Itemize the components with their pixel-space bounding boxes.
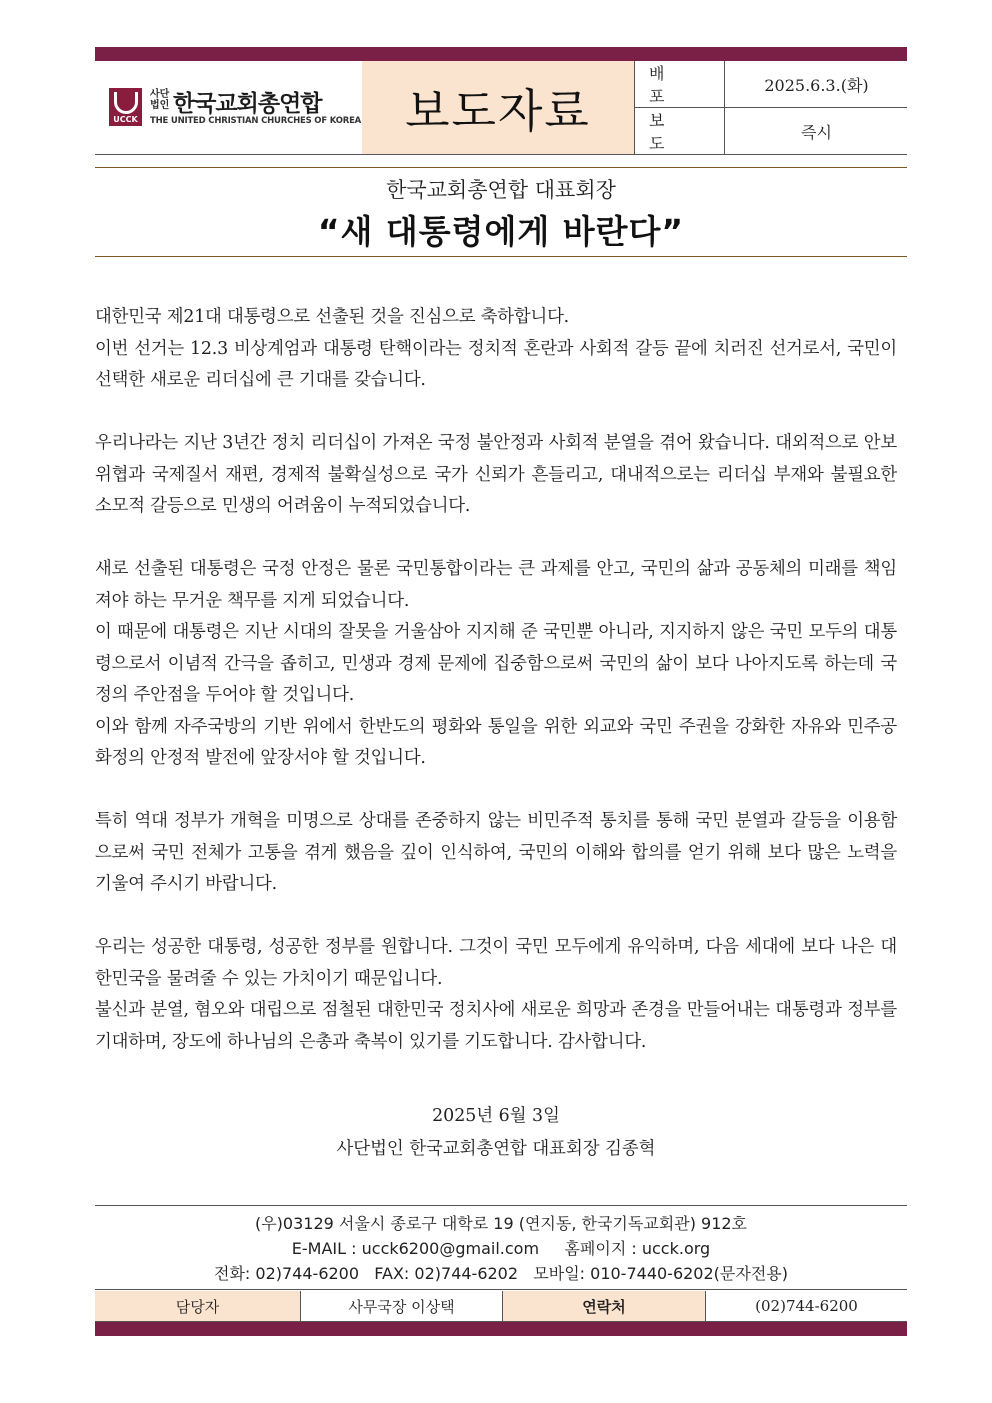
logo-small-label-line1: 사단: [150, 89, 170, 100]
top-accent-bar: [95, 47, 907, 61]
press-release-body: [95, 302, 897, 1090]
logo-small-label: [150, 89, 172, 111]
paragraph-3-line-3: 이와 함께 자주국방의 기반 위에서 한반도의 평화와 통일을 위한 외교와 국민 주권을 강화한 자유와 민주공화정의 안정적 발전에 앞장서야 할 것입니다.: [95, 716, 897, 768]
logo-mark-text: UCCK: [113, 115, 138, 124]
headline-title: “새 대통령에게 바란다”: [317, 212, 685, 251]
logo-small-label-line2: 법인: [150, 100, 170, 111]
paragraph-1: [95, 302, 897, 397]
contact-phones: 전화: 02)744-6200 FAX: 02)744-6202 모바일: 010-7440-6202(문자전용): [214, 1264, 788, 1283]
contact-person-table: [95, 1291, 907, 1322]
paragraph-1-line-1: 대한민국 제21대 대통령으로 선출된 것을 진심으로 축하합니다.: [95, 307, 570, 327]
paragraph-4: 특히 역대 정부가 개혁을 미명으로 상대를 존중하지 않는 비민주적 통치를 통해 국민 분열과 갈등을 이용함으로써 국민 전체가 고통을 겪게 했음을 깊이 인식하여, 국민의 이해와 합의를 얻기 위해 보다 많은 노력을 기울여 주시기 바랍니다.: [95, 811, 897, 894]
signature-date: 2025년 6월 3일: [432, 1106, 560, 1126]
report-row: [635, 108, 907, 154]
bottom-accent-bar: [95, 1322, 907, 1336]
report-timing: 즉시: [801, 122, 832, 142]
report-label: 보 도: [635, 108, 725, 154]
contact-value: (02)744-6200: [755, 1297, 858, 1315]
organization-logo: [95, 61, 363, 154]
press-title-cell: [362, 61, 635, 154]
logo-name-korean: 한국교회총연합: [173, 91, 322, 117]
paragraph-1-line-2: 이번 선거는 12.3 비상계엄과 대통령 탄핵이라는 정치적 혼란과 사회적 갈등 끝에 치러진 선거로서, 국민이 선택한 새로운 리더십에 큰 기대를 갖습니다.: [95, 338, 897, 390]
logo-name-english: THE UNITED CHRISTIAN CHURCHES OF KOREA: [150, 116, 362, 126]
paragraph-3-line-2: 이 때문에 대통령은 지난 시대의 잘못을 거울삼아 지지해 준 국민뿐 아니라, 지지하지 않은 국민 모두의 대통령으로서 이념적 간극을 좁히고, 민생과 경제 문제에 집중함으로써 국민의 삶이 보다 나아지도록 하는데 국정의 주안점을 두어야 할 것입니다.: [95, 622, 897, 705]
paragraph-5: [95, 932, 897, 1058]
paragraph-5-line-2: 불신과 분열, 혐오와 대립으로 점철된 대한민국 정치사에 새로운 희망과 존경을 만들어내는 대통령과 정부를 기대하며, 장도에 하나님의 은총과 축복이 있기를 기도합니다. 감사합니다.: [95, 1000, 897, 1052]
press-release-header: [95, 61, 907, 155]
distribution-row: [635, 61, 907, 108]
manager-value: 사무국장 이상택: [301, 1291, 503, 1321]
signature-signer: 사단법인 한국교회총연합 대표회장 김종혁: [336, 1139, 656, 1159]
headline-block: [95, 167, 907, 257]
distribution-label: 배 포: [635, 61, 725, 107]
contact-label: 연락처: [503, 1291, 706, 1321]
paragraph-5-line-1: 우리는 성공한 대통령, 성공한 정부를 원합니다. 그것이 국민 모두에게 유익하며, 다음 세대에 보다 나은 대한민국을 물려줄 수 있는 가치이기 때문입니다.: [95, 937, 897, 989]
contact-info: [95, 1205, 907, 1290]
distribution-date: 2025.6.3.(화): [764, 75, 869, 95]
paragraph-3: [95, 554, 897, 775]
headline-subtitle: 한국교회총연합 대표회장: [386, 178, 616, 202]
press-title: 보도자료: [405, 83, 591, 138]
paragraph-3-line-1: 새로 선출된 대통령은 국정 안정은 물론 국민통합이라는 큰 과제를 안고, 국민의 삶과 공동체의 미래를 책임져야 하는 무거운 책무를 지게 되었습니다.: [95, 559, 897, 611]
contact-email-homepage: E-MAIL : ucck6200@gmail.com 홈페이지 : ucck.org: [291, 1239, 711, 1258]
manager-label: 담당자: [95, 1291, 301, 1321]
signature-block: [95, 1100, 897, 1166]
paragraph-2: 우리나라는 지난 3년간 정치 리더십이 가져온 국정 불안정과 사회적 분열을 겪어 왔습니다. 대외적으로 안보 위협과 국제질서 재편, 경제적 불확실성으로 국가 신뢰가 흔들리고, 대내적으로는 리더십 부재와 불필요한 소모적 갈등으로 민생의 어려움이 누적되었습니다.: [95, 433, 897, 516]
ucck-logo-icon: [109, 88, 142, 126]
contact-address: (우)03129 서울시 종로구 대학로 19 (연지동, 한국기독교회관) 912호: [254, 1214, 748, 1233]
